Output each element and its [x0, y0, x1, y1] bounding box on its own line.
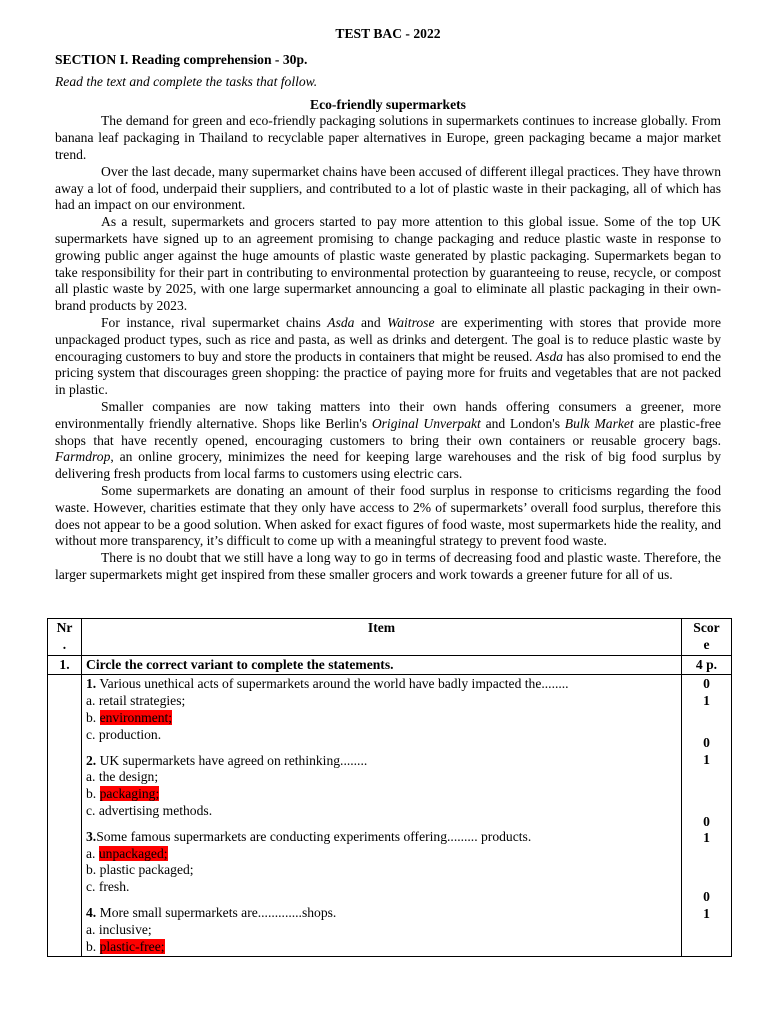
option-c[interactable]: c. advertising methods.: [86, 802, 213, 818]
question-text: UK supermarkets have agreed on rethinking........: [96, 752, 368, 768]
article-paragraph-2: Over the last decade, many supermarket chains have been accused of different illegal practices. They have thrown away a lot of food, underpaid their suppliers, and contributed to a lot of plastic waste in their packaging, all of which has had an impact on our environment.: [55, 163, 722, 213]
paragraph-text: Smaller companies are now taking matters into their own hands offering consumers a greener, more environmentally friendly alternative. Shops like Berlin's: [55, 398, 721, 431]
option-prefix: b.: [86, 709, 100, 725]
question-text: More small supermarkets are.............shops.: [96, 904, 337, 920]
highlighted-answer: unpackaged;: [98, 845, 168, 861]
question-4: [86, 905, 677, 955]
score-q2-top: 0: [703, 734, 710, 750]
section-heading: SECTION I. Reading comprehension - 30p.: [55, 52, 308, 67]
option-a[interactable]: a. the design;: [86, 769, 159, 785]
option-prefix: b.: [86, 938, 100, 954]
score-q4-top: 0: [703, 889, 710, 905]
header-item: Item: [82, 619, 682, 656]
test-title: TEST BAC - 2022: [335, 26, 441, 41]
paragraph-text: , an online grocery, minimizes the need for keeping large warehouses and the risk of big food surplus by delivering fresh products from local farms to customers using electric cars.: [55, 449, 721, 482]
question-stem: [86, 905, 677, 922]
highlighted-answer: plastic-free;: [99, 938, 165, 954]
task-points: 4 p.: [682, 655, 732, 675]
paragraph-text: and London's: [480, 415, 565, 431]
questions-nr-cell: [48, 675, 82, 957]
brand-name-unverpakt: Original Unverpakt: [371, 415, 481, 431]
question-number: 3.: [86, 828, 97, 844]
question-stem: [86, 829, 677, 846]
option-b[interactable]: [86, 939, 677, 956]
brand-name-farmdrop: Farmdrop: [55, 449, 111, 465]
brand-name-bulk-market: Bulk Market: [564, 415, 634, 431]
paragraph-text: and: [354, 314, 388, 330]
score-q4-bottom: 1: [703, 905, 710, 921]
question-stem: [86, 753, 677, 770]
option-a[interactable]: a. retail strategies;: [86, 693, 186, 709]
option-b[interactable]: [86, 786, 677, 803]
question-number: 2.: [86, 752, 97, 768]
article-paragraph-3: As a result, supermarkets and grocers started to pay more attention to this global issue. Some of the top UK supermarkets have signed up to an agreement promising to change packaging and reduce plastic waste in response to growing public anger against the huge amounts of plastic waste generated by plastic packaging. Supermarkets began to take responsibility for their part in contributing to environmental protection by guaranteeing to reuse, recycle, or compost all plastic waste by 2025, with one large supermarket announcing a goal to eliminate all plastic packaging in their own-brand products by 2023.: [55, 214, 721, 314]
header-nr: Nr .: [48, 619, 82, 656]
article-paragraph-6: Some supermarkets are donating an amount of their food surplus in response to criticisms regarding the food waste. However, charities estimate that they only have access to 2% of supermarkets’ overall food surplus, therefore this does not appear to be a good solution. When asked for exact figures of food waste, most supermarkets hide the reality, and without more transparency, it’s difficult to come up with a meaningful strategy to prevent food waste.: [55, 482, 721, 549]
paragraph-text: For instance, rival supermarket chains: [101, 314, 328, 330]
paragraph-text: are plastic-free shops that have recently opened, encouraging customers to bring their own containers or reusable grocery bags.: [55, 415, 721, 448]
task-row: [48, 655, 732, 675]
article-paragraph-5: [55, 399, 721, 483]
option-a[interactable]: a. inclusive;: [86, 921, 152, 937]
brand-name-waitrose: Waitrose: [387, 314, 435, 330]
task-instruction: Circle the correct variant to complete the statements.: [82, 655, 682, 675]
question-3: [86, 829, 677, 896]
option-c[interactable]: c. fresh.: [86, 879, 130, 895]
article-paragraph-7: There is no doubt that we still have a long way to go in terms of decreasing food and plastic waste. Therefore, the larger supermarkets might get inspired from these smaller grocers and work towards a greener future for all of us.: [55, 550, 721, 582]
scores-cell: [682, 675, 732, 957]
question-text: Various unethical acts of supermarkets around the world have badly impacted the........: [96, 676, 569, 692]
paragraph-text: has also promised to end the pricing system that discourages green shopping: the practice of paying more for fruits and vegetables that are not packed in plastic.: [55, 348, 721, 398]
question-1: [86, 676, 677, 743]
question-stem: [86, 676, 677, 693]
question-number: 4.: [86, 904, 97, 920]
option-c[interactable]: c. production.: [86, 726, 162, 742]
article-paragraph-1: The demand for green and eco-friendly packaging solutions in supermarkets continues to increase globally. From banana leaf packaging in Thailand to recyclable paper alternatives in Europe, green packaging became a major market trend.: [55, 113, 721, 162]
option-b[interactable]: b. plastic packaged;: [86, 862, 194, 878]
score-q3-bottom: 1: [703, 830, 710, 846]
table-header-row: [48, 619, 732, 656]
task-table: [47, 618, 732, 957]
brand-name-asda: Asda: [327, 314, 355, 330]
option-a[interactable]: [86, 846, 677, 863]
question-2: [86, 753, 677, 820]
score-q1-bottom: 1: [703, 693, 710, 709]
article-paragraph-4: [55, 315, 721, 399]
article-title: Eco-friendly supermarkets: [310, 96, 466, 112]
question-number: 1.: [86, 676, 97, 692]
paragraph-text: are experimenting with stores that provide more unpackaged product types, such as rice and pasta, as well as drinks and detergent. The goal is to reduce plastic waste by encouraging customers to buy and store the products in containers that might be reused.: [55, 314, 722, 364]
brand-name-asda: Asda: [535, 348, 564, 364]
option-prefix: b.: [86, 786, 100, 802]
questions-cell: [82, 675, 682, 957]
instruction-text: Read the text and complete the tasks that follow.: [55, 73, 318, 89]
option-prefix: a.: [86, 845, 99, 861]
score-q1-top: 0: [703, 676, 710, 692]
score-q2-bottom: 1: [703, 751, 710, 767]
option-b[interactable]: [86, 710, 677, 727]
highlighted-answer: environment;: [99, 709, 173, 725]
document-page: [55, 26, 721, 584]
header-score: Scor e: [682, 619, 732, 656]
highlighted-answer: packaging;: [99, 786, 160, 802]
task-number: 1.: [48, 655, 82, 675]
question-text: Some famous supermarkets are conducting experiments offering......... products.: [96, 828, 532, 844]
questions-row: [48, 675, 732, 957]
score-q3-top: 0: [703, 813, 710, 829]
